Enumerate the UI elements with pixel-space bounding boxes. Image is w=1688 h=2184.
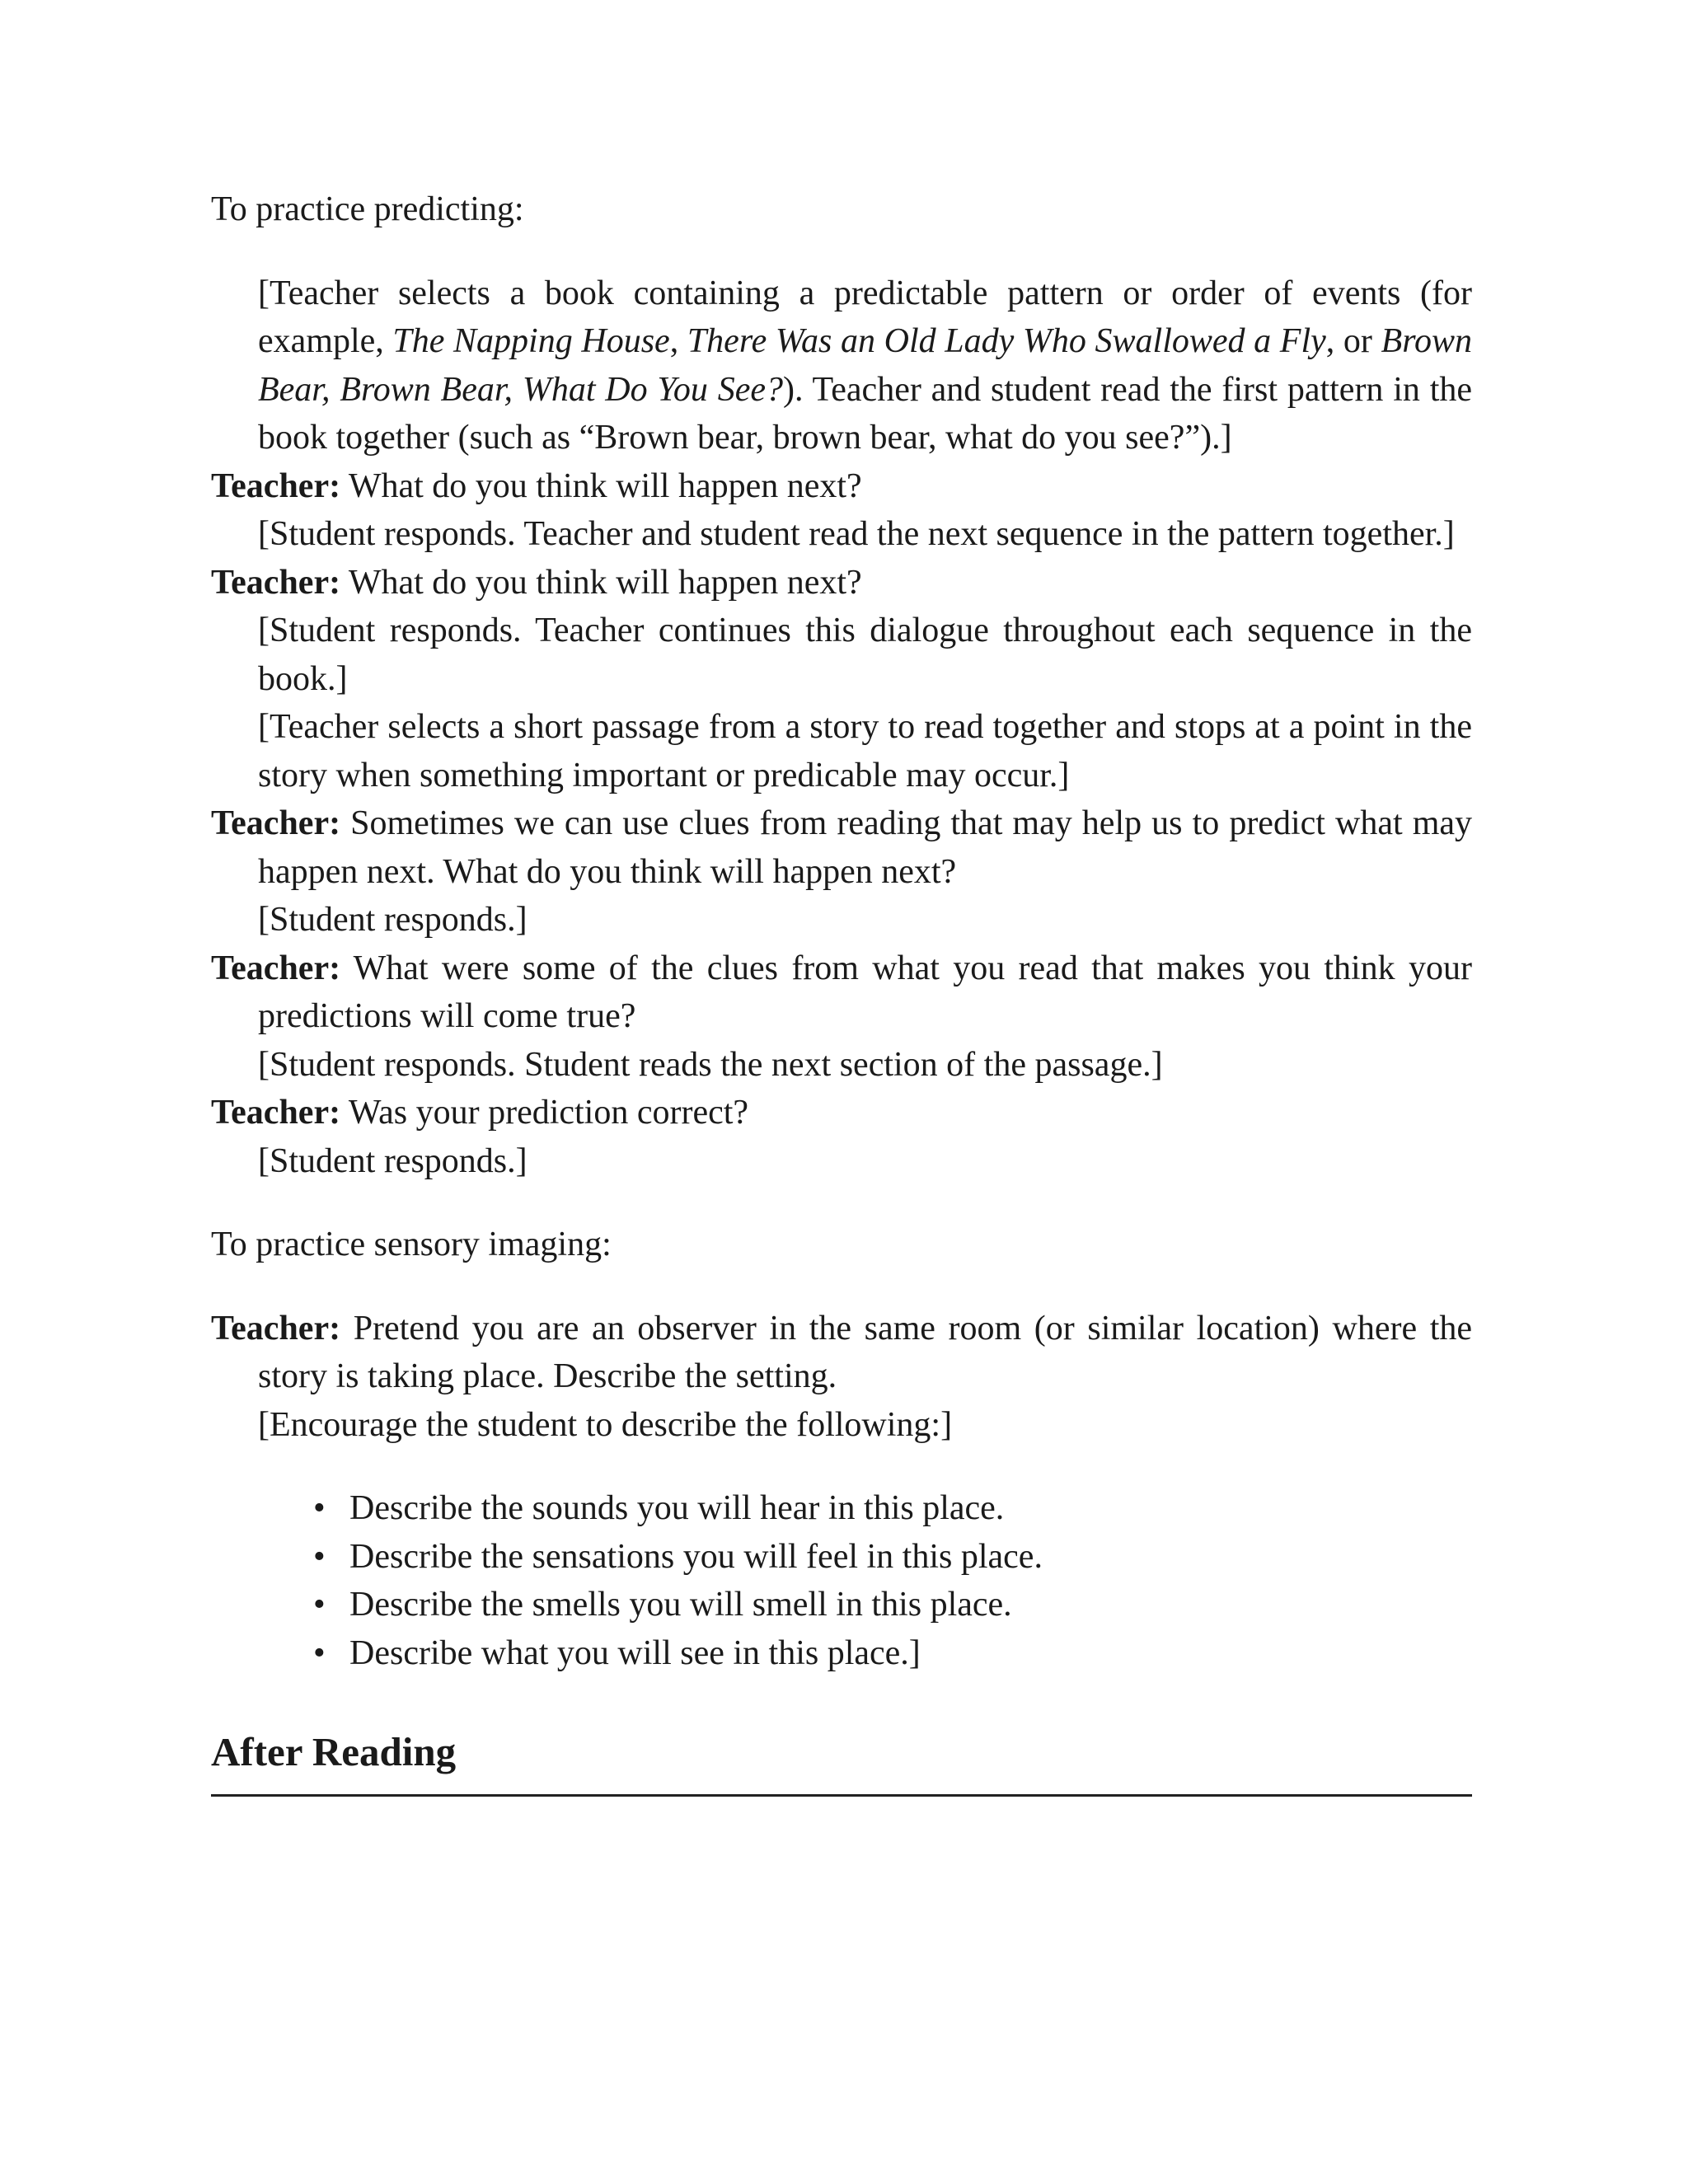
list-item: [313, 1533, 1472, 1582]
list-item: [313, 1581, 1472, 1629]
predicting-intro-note: [211, 269, 1472, 462]
stage-direction: [Student responds. Student reads the next section of the passage.]: [258, 1045, 1163, 1084]
book-title-napping-house: The Napping House: [392, 322, 670, 360]
teacher-question: Sometimes we can use clues from reading that may help us to predict what may happen next. What do you think will happen next?: [258, 804, 1473, 891]
sensory-bullet-list: [211, 1484, 1472, 1677]
stage-direction: [Student responds.]: [258, 901, 528, 939]
sensory-heading: To practice sensory imaging:: [211, 1226, 612, 1263]
document-page: [211, 185, 1472, 1797]
teacher-line: [211, 1089, 1472, 1137]
bullet-icon: •: [313, 1633, 326, 1672]
intro-text: ). Teacher and student read the first pattern in the book together (such as “Brown bear, brown bear, what do you see?”).]: [258, 370, 1473, 457]
teacher-line: [211, 462, 1472, 511]
teacher-line: [211, 559, 1472, 607]
teacher-question: Pretend you are an observer in the same room (or similar location) where the story is taking place. Describe the setting.: [258, 1309, 1472, 1395]
stage-direction: [Teacher selects a short passage from a story to read together and stops at a point in the story when something important or predicable may occur.]: [258, 708, 1472, 794]
speaker-label: Teacher:: [211, 804, 341, 842]
teacher-question: What do you think will happen next?: [348, 563, 862, 602]
speaker-label: Teacher:: [211, 563, 341, 602]
speaker-label: Teacher:: [211, 466, 341, 505]
stage-direction: [Student responds. Teacher continues this dialogue throughout each sequence in the book.]: [258, 612, 1472, 698]
teacher-line: [211, 799, 1472, 896]
intro-text: [Teacher selects a book containing a predictable pattern or order of events (for example,: [258, 274, 1472, 360]
after-reading-heading: After Reading: [211, 1729, 457, 1774]
list-item-text: Describe the smells you will smell in this place.: [349, 1586, 1012, 1624]
list-item: [313, 1629, 1472, 1678]
teacher-line: [211, 1305, 1472, 1401]
teacher-question: Was your prediction correct?: [348, 1094, 749, 1132]
teacher-question: What do you think will happen next?: [348, 466, 862, 505]
list-item: [313, 1484, 1472, 1533]
stage-direction: [Student responds. Teacher and student read the next sequence in the pattern together.]: [258, 515, 1455, 553]
list-item-text: Describe the sounds you will hear in this place.: [349, 1489, 1005, 1527]
predicting-heading: To practice predicting:: [211, 190, 524, 228]
list-item-text: Describe what you will see in this place.]: [349, 1633, 921, 1672]
section-divider: [211, 1794, 1472, 1797]
stage-direction: [Student responds.]: [258, 1141, 528, 1180]
intro-separator: , or: [1325, 322, 1381, 360]
speaker-label: Teacher:: [211, 1309, 341, 1347]
list-item-text: Describe the sensations you will feel in this place.: [349, 1537, 1043, 1576]
bullet-icon: •: [313, 1489, 326, 1527]
bullet-icon: •: [313, 1537, 326, 1576]
teacher-line: [211, 944, 1472, 1041]
teacher-question: What were some of the clues from what you read that makes you think your predictions will come true?: [258, 949, 1472, 1035]
stage-direction: [Encourage the student to describe the following:]: [258, 1405, 953, 1444]
book-title-brown-bear: Brown Bear, Brown Bear, What Do You See?: [258, 322, 1473, 409]
intro-separator: ,: [669, 322, 687, 360]
book-title-old-lady: There Was an Old Lady Who Swallowed a Fly: [687, 322, 1326, 360]
speaker-label: Teacher:: [211, 949, 341, 987]
bullet-icon: •: [313, 1586, 326, 1624]
speaker-label: Teacher:: [211, 1094, 341, 1132]
